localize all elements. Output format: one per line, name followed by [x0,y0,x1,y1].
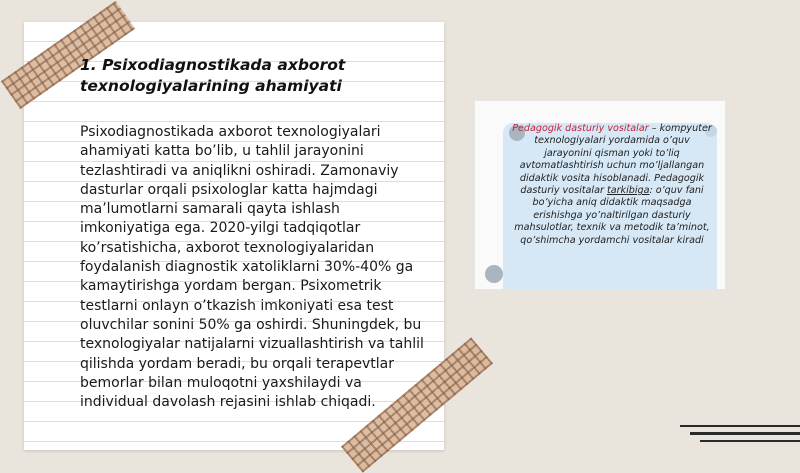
decorative-line [680,425,800,427]
decorative-line [700,440,800,442]
definition-text-part2: : o’quv fani bo’yicha aniq didaktik maqsadga erishishga yo’naltirilgan dasturiy mahsulotlar, texnik va metodik ta’minot, qo’shimcha yordamchi vositalar kiradi [514,185,710,246]
definition-text-part1: – kompyuter texnologiyalari yordamida o’quv jarayonini qisman yoki to’liq avtomatlashtirish uchun mo’ljallangan didaktik vosita hisoblanadi. Pedagogik dasturiy vositalar [519,123,712,197]
decorative-line [690,432,800,435]
definition-underlined-word: tarkibiga [606,185,650,197]
slide-title: 1. Psixodiagnostikada axborot texnologiyalarining ahamiyati [80,56,346,95]
pin-icon [485,265,503,283]
definition-text [509,123,715,247]
definition-term: Pedagogik dasturiy vositalar [512,123,649,134]
definition-image [474,100,726,290]
slide-body-text: Psixodiagnostikada axborot texnologiyalari ahamiyati katta bo’lib, u tahlil jarayonini tezlashtiradi va aniqlikni oshiradi. Zamonaviy dasturlar orqali psixologlar katta hajmdagi ma’lumotlarni samarali qayta ishlash imkoniyatiga ega. 2020-yilgi tadqiqotlar ko’rsatishicha, axborot texnologiyalaridan foydalanish diagnostik xatoliklarni 30%-40% ga kamaytirishga yordam bergan. Psixometrik testlarni onlayn o’tkazish imkoniyati esa test oluvchilar sonini 50% ga oshirdi. Shuningdek, bu texnologiyalar natijalarni vizuallashtirish va tahlil qilishda yordam beradi, bu orqali terapevtlar bemorlar bilan muloqotni yaxshilaydi va individual davolash rejasini ishlab chiqadi. [80,124,424,411]
